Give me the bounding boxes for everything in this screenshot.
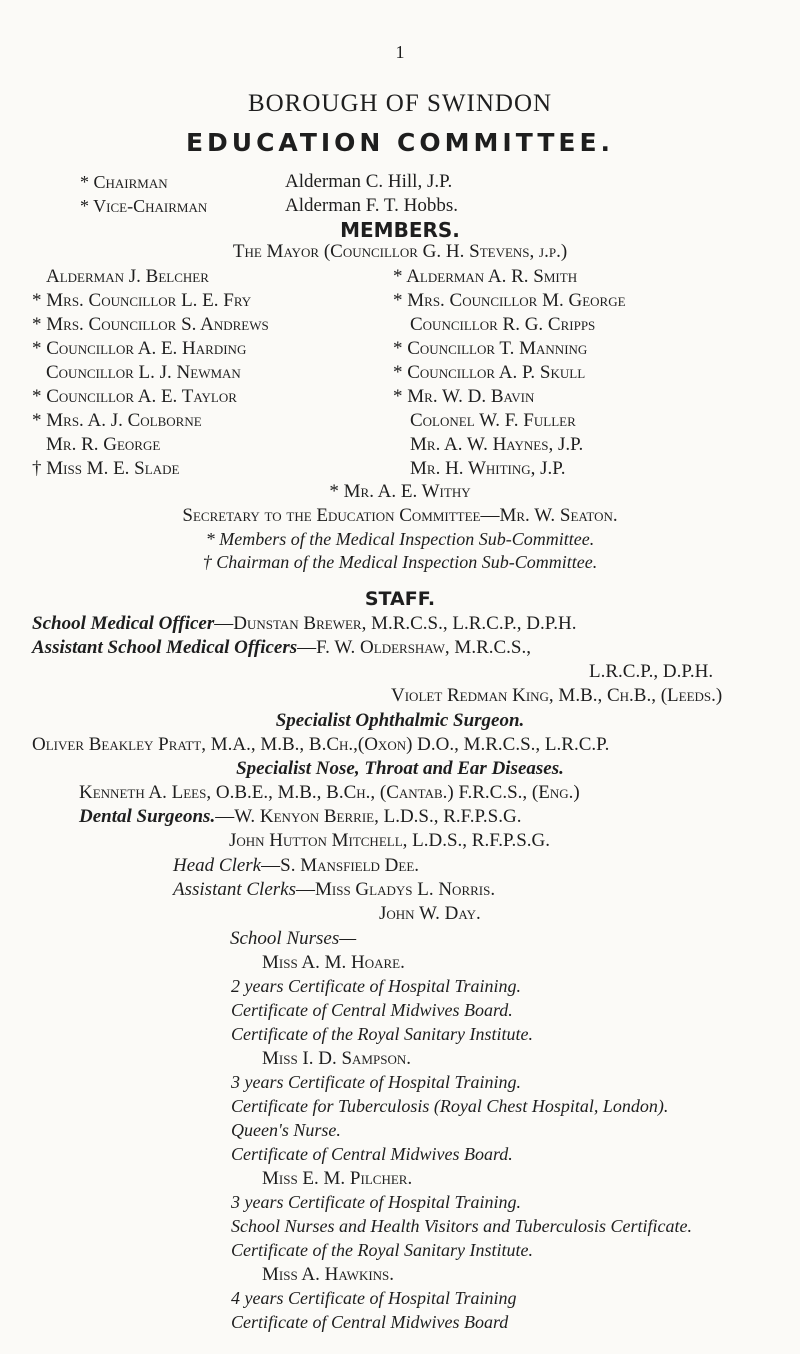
head-clerk-label: Head Clerk <box>173 855 262 876</box>
nurse-3-name: Miss E. M. Pilcher. <box>262 1168 413 1189</box>
head-clerk <box>173 855 419 877</box>
nurse-1-qual-1: 2 years Certificate of Hospital Training. <box>231 976 522 996</box>
note-members: * Members of the Medical Inspection Sub-Committee. <box>205 529 595 549</box>
nurse-2-name: Miss I. D. Sampson. <box>262 1048 411 1069</box>
member-left-4: * Councillor A. E. Harding <box>32 338 247 359</box>
secretary-line: Secretary to the Education Committee—Mr. W. Seaton. <box>182 505 618 526</box>
nose-throat-name: Kenneth A. Lees, O.B.E., M.B., B.Ch., (Cantab.) F.R.C.S., (Eng.) <box>79 782 580 803</box>
ophthalmic-label: Specialist Ophthalmic Surgeon. <box>275 710 525 731</box>
nurse-3-qual-1: 3 years Certificate of Hospital Training. <box>231 1192 522 1212</box>
smo-label: School Medical Officer <box>32 613 215 634</box>
asst-clerks-text: —Miss Gladys L. Norris. <box>295 879 496 900</box>
vice-chairman-name: Alderman F. T. Hobbs. <box>285 195 458 216</box>
committee-title: EDUCATION COMMITTEE. <box>185 128 615 157</box>
nurse-1-name: Miss A. M. Hoare. <box>262 952 405 973</box>
member-left-3: * Mrs. Councillor S. Andrews <box>32 314 269 335</box>
member-left-6: * Councillor A. E. Taylor <box>32 386 237 407</box>
asmo-text: —F. W. Oldershaw, M.R.C.S., <box>297 637 531 658</box>
note-chairman: † Chairman of the Medical Inspection Sub-Committee. <box>202 552 598 572</box>
nurse-2-qual-4: Certificate of Central Midwives Board. <box>231 1144 513 1164</box>
member-right-7: Colonel W. F. Fuller <box>410 410 576 431</box>
nurse-4-qual-1: 4 years Certificate of Hospital Training <box>231 1288 517 1308</box>
member-left-5: Councillor L. J. Newman <box>46 362 241 383</box>
ophthalmic-name: Oliver Beakley Pratt, M.A., M.B., B.Ch.,(Oxon) D.O., M.R.C.S., L.R.C.P. <box>32 734 610 755</box>
nurse-4-name: Miss A. Hawkins. <box>262 1264 395 1285</box>
nurse-1-qual-2: Certificate of Central Midwives Board. <box>231 1000 513 1020</box>
staff-heading: STAFF. <box>364 588 436 610</box>
smo-text: —Dunstan Brewer, M.R.C.S., L.R.C.P., D.P.H. <box>214 613 577 634</box>
member-right-3: Councillor R. G. Cripps <box>410 314 596 335</box>
nurse-1-qual-3: Certificate of the Royal Sanitary Institute. <box>231 1024 533 1044</box>
member-left-9: † Miss M. E. Slade <box>32 458 180 479</box>
chairman-role: * Chairman <box>80 172 168 192</box>
member-right-1: * Alderman A. R. Smith <box>393 266 578 287</box>
school-medical-officer <box>32 613 576 635</box>
member-left-2: * Mrs. Councillor L. E. Fry <box>32 290 252 311</box>
chairman-name: Alderman C. Hill, J.P. <box>285 171 453 192</box>
member-right-6: * Mr. W. D. Bavin <box>393 386 535 407</box>
asmo-text2: L.R.C.P., D.P.H. <box>589 661 714 682</box>
dental-label: Dental Surgeons. <box>79 806 216 827</box>
member-right-2: * Mrs. Councillor M. George <box>393 290 626 311</box>
assistant-medical-officers <box>32 637 531 659</box>
document-title: BOROUGH OF SWINDON <box>247 90 553 117</box>
asmo-label: Assistant School Medical Officers <box>32 637 298 658</box>
dental-surgeons <box>79 806 521 828</box>
member-right-9: Mr. H. Whiting, J.P. <box>410 458 566 479</box>
nurse-3-qual-3: Certificate of the Royal Sanitary Institute. <box>231 1240 533 1260</box>
member-right-4: * Councillor T. Manning <box>393 338 588 359</box>
head-clerk-text: —S. Mansfield Dee. <box>261 855 420 876</box>
school-nurses-label: School Nurses— <box>230 928 357 949</box>
nurse-2-qual-3: Queen's Nurse. <box>231 1120 341 1140</box>
nurse-3-qual-2: School Nurses and Health Visitors and Tuberculosis Certificate. <box>231 1216 692 1236</box>
member-right-5: * Councillor A. P. Skull <box>393 362 586 383</box>
asmo-text3: Violet Redman King, M.B., Ch.B., (Leeds.) <box>391 685 723 706</box>
page-number: 1 <box>395 42 405 62</box>
nurse-4-qual-2: Certificate of Central Midwives Board <box>231 1312 509 1332</box>
asst-clerks-text2: John W. Day. <box>379 903 481 924</box>
dental-text: —W. Kenyon Berrie, L.D.S., R.F.P.S.G. <box>215 806 522 827</box>
member-last: * Mr. A. E. Withy <box>329 481 471 502</box>
member-right-8: Mr. A. W. Haynes, J.P. <box>410 434 584 455</box>
member-left-7: * Mrs. A. J. Colborne <box>32 410 202 431</box>
nurse-2-qual-2: Certificate for Tuberculosis (Royal Chest Hospital, London). <box>231 1096 669 1116</box>
asst-clerks-label: Assistant Clerks <box>173 879 296 900</box>
members-heading: MEMBERS. <box>340 218 460 242</box>
member-left-1: Alderman J. Belcher <box>46 266 209 287</box>
nose-throat-label: Specialist Nose, Throat and Ear Diseases. <box>236 758 564 779</box>
nurse-2-qual-1: 3 years Certificate of Hospital Training. <box>231 1072 522 1092</box>
member-left-8: Mr. R. George <box>46 434 161 455</box>
dental-text2: John Hutton Mitchell, L.D.S., R.F.P.S.G. <box>229 830 550 851</box>
mayor-line: The Mayor (Councillor G. H. Stevens, j.p.) <box>232 241 568 262</box>
assistant-clerks <box>173 879 495 901</box>
vice-chairman-role: * Vice-Chairman <box>80 196 208 216</box>
